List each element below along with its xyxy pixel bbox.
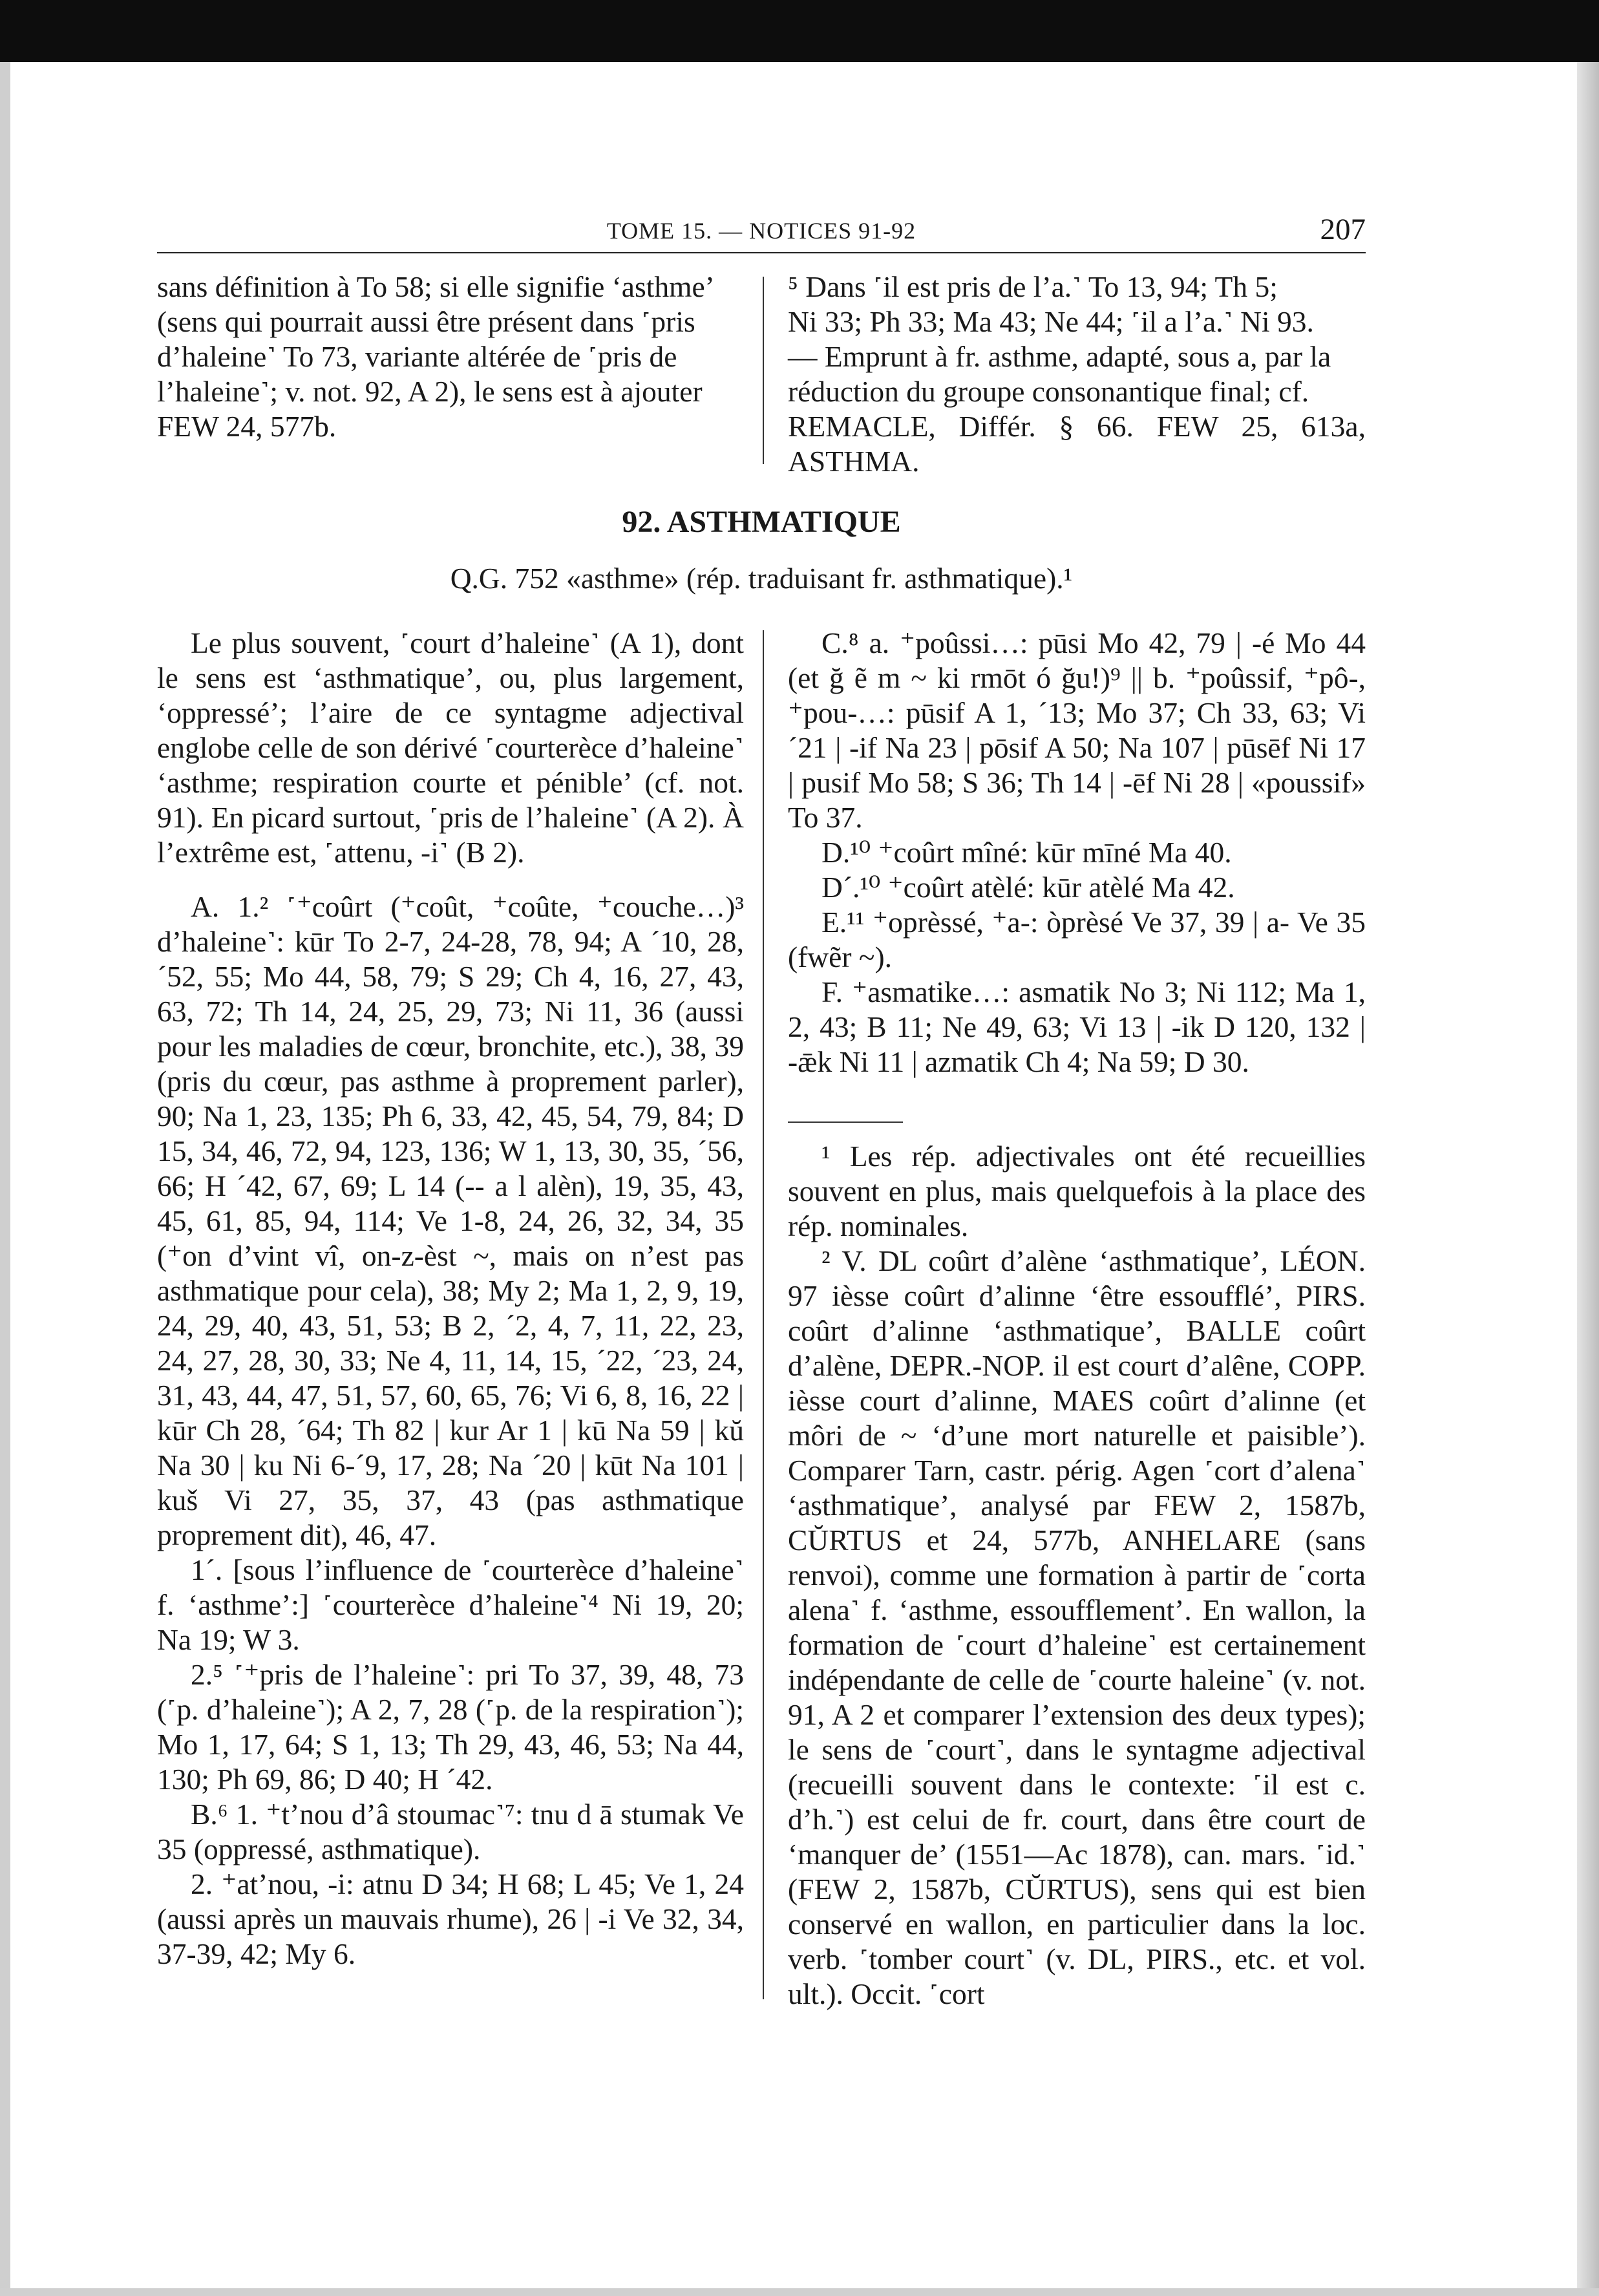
section-b2: 2. ⁺at’nou, -i: atnu D 34; H 68; L 45; Ve 1, 24 (aussi après un mauvais rhume), 26 | -i Ve 32, 34, 37-39, 42; My 6. bbox=[157, 1867, 744, 1970]
section-f: F. ⁺asmatike…: asmatik No 3; Ni 112; Ma 1, 2, 43; B 11; Ne 49, 63; Vi 13 | -ik D 120, 132 | -ǣk Ni 11 | azmatik Ch 4; Na 59; D 30. bbox=[788, 975, 1366, 1078]
right-column bbox=[788, 626, 1366, 1079]
scan-bottom-edge bbox=[0, 2288, 1599, 2296]
scan-left-edge bbox=[0, 62, 10, 2296]
text-line: sans définition à To 58; si elle signifie ‘asthme’ bbox=[157, 270, 715, 303]
article-title: 92. ASTHMATIQUE bbox=[622, 505, 901, 539]
section-d-prime: D´.¹⁰ ⁺coûrt atèlé: kūr atèlé Ma 42. bbox=[821, 871, 1235, 904]
section-c: C.⁸ a. ⁺poûssi…: pūsi Mo 42, 79 | -é Mo 44 (et ğ ẽ m ~ ki rmōt ó ğu!)⁹ || b. ⁺poûssif, ⁺pô-, ⁺pou-…: pūsif A 1, ´13; Mo 37; Ch 33, 63; Vi ´21 | -if Na 23 | pōsif A 50; Na 107 | pūsēf Ni 17 | pusif Mo 58; S 36; Th 14 | -ēf Ni 28 | «poussif» To 37. bbox=[788, 626, 1366, 834]
footnotes bbox=[788, 1139, 1366, 2012]
running-header bbox=[157, 212, 1366, 253]
questionnaire-line: Q.G. 752 «asthme» (rép. traduisant fr. asthmatique).¹ bbox=[450, 562, 1073, 595]
running-title: TOME 15. — NOTICES 91-92 bbox=[606, 218, 916, 244]
footnote-1: ¹ Les rép. adjectivales ont été recueillies souvent en plus, mais quelquefois à la place des rép. nominales. bbox=[788, 1140, 1366, 1242]
page-number: 207 bbox=[1320, 213, 1366, 246]
scan-right-edge bbox=[1577, 62, 1599, 2296]
top-left-continuation bbox=[157, 270, 744, 444]
top-right-footnote bbox=[788, 270, 1366, 479]
text-line: l’haleine˺; v. not. 92, A 2), le sens est à ajouter bbox=[157, 375, 703, 408]
text-line: (sens qui pourrait aussi être présent dans ˹pris bbox=[157, 305, 695, 338]
text-line: ⁵ Dans ˹il est pris de l’a.˺ To 13, 94; Th 5; bbox=[788, 270, 1278, 303]
footnote-separator bbox=[788, 1121, 903, 1123]
text-line: réduction du groupe consonantique final; cf. bbox=[788, 375, 1309, 408]
column-rule-main bbox=[763, 630, 764, 1999]
section-a2: 2.⁵ ˹⁺pris de l’haleine˺: pri To 37, 39, 48, 73 (˹p. d’haleine˺); A 2, 7, 28 (˹p. de la respiration˺); Mo 1, 17, 64; S 1, 13; Th 29, 43, 46, 53; Na 44, 130; Ph 69, 86; D 40; H ´42. bbox=[157, 1658, 744, 1796]
text-line: — Emprunt à fr. asthme, adapté, sous a, par la bbox=[788, 340, 1331, 373]
section-e: E.¹¹ ⁺oprèssé, ⁺a-: òprèsé Ve 37, 39 | a- Ve 35 (fwẽr ~). bbox=[788, 906, 1366, 973]
section-a1-prime: 1´. [sous l’influence de ˹courterèce d’haleine˺ f. ‘asthme’:] ˹courterèce d’haleine˺⁴ Ni 19, 20; Na 19; W 3. bbox=[157, 1553, 744, 1656]
section-d: D.¹⁰ ⁺coûrt mîné: kūr mīné Ma 40. bbox=[821, 836, 1232, 869]
left-column bbox=[157, 626, 744, 1972]
footnote-2: ² V. DL coûrt d’alène ‘asthmatique’, LÉON. 97 ièsse coûrt d’alinne ‘être essoufflé’, PIRS. coûrt d’alinne ‘asthmatique’, BALLE coûrt d’alène, DEPR.-NOP. il est court d’alêne, COPP. ièsse court d’alinne, MAES coûrt d’alinne (et môri de ~ ‘d’une mort naturelle et paisible’). Comparer Tarn, castr. périg. Agen ˹cort d’alena˺ ‘asthmatique’, analysé par FEW 2, 1587b, CŬRTUS et 24, 577b, ANHELARE (sans renvoi), comme une formation à partir de ˹corta alena˺ f. ‘asthme, essoufflement’. En wallon, la formation de ˹court d’haleine˺ est certainement indépendante de celle de ˹courte haleine˺ (v. not. 91, A 2 et comparer l’extension des deux types); le sens de ˹court˺, dans le syntagme adjectival (recueilli souvent dans le contexte: ˹il est c. d’h.˺) est celui de fr. court, dans être court de ‘manquer de’ (1551—Ac 1878), can. mars. ˹id.˺ (FEW 2, 1587b, CŬRTUS), sens qui est bien conservé en wallon, en particulier dans la loc. verb. ˹tomber court˺ (v. DL, PIRS., etc. et vol. ult.). Occit. ˹cort bbox=[788, 1244, 1366, 2010]
scan-top-border bbox=[0, 0, 1599, 62]
text-line: d’haleine˺ To 73, variante altérée de ˹pris de bbox=[157, 340, 677, 373]
section-a1: A. 1.² ˹⁺coûrt (⁺coût, ⁺coûte, ⁺couche…)³ d’haleine˺: kūr To 2-7, 24-28, 78, 94; A ´10, 28, ´52, 55; Mo 44, 58, 79; S 29; Ch 4, 16, 27, 43, 63, 72; Th 14, 24, 25, 29, 73; Ni 11, 36 (aussi pour les maladies de cœur, bronchite, etc.), 38, 39 (pris du cœur, pas asthme à proprement parler), 90; Na 1, 23, 135; Ph 6, 33, 42, 45, 54, 79, 84; D 15, 34, 46, 72, 94, 123, 136; W 1, 13, 30, 35, ´56, 66; H ´42, 67, 69; L 14 (-- a l alèn), 19, 35, 43, 45, 61, 85, 94, 114; Ve 1-8, 24, 26, 32, 34, 35 (⁺on d’vint vî, on-z-èst ~, mais on n’est pas asthmatique pour cela), 38; My 2; Ma 1, 2, 9, 19, 24, 29, 40, 43, 51, 53; B 2, ´2, 4, 7, 11, 22, 23, 24, 27, 28, 30, 33; Ne 4, 11, 14, 15, ´22, ´23, 24, 31, 43, 44, 47, 51, 57, 60, 65, 76; Vi 6, 8, 16, 22 | kūr Ch 28, ´64; Th 82 | kur Ar 1 | kū Na 59 | kŭ Na 30 | ku Ni 6-´9, 17, 28; Na ´20 | kūt Na 101 | kuš Vi 27, 35, 37, 43 (pas asthmatique proprement dit), 46, 47. bbox=[157, 890, 744, 1551]
section-b1: B.⁶ 1. ⁺t’nou d’â stoumac˺⁷: tnu d ā stumak Ve 35 (oppressé, asthmatique). bbox=[157, 1798, 744, 1865]
column-rule-top bbox=[763, 277, 764, 464]
text-line: FEW 24, 577b. bbox=[157, 410, 337, 443]
text-line: REMACLE, Différ. § 66. FEW 25, 613a, ASTHMA. bbox=[788, 410, 1366, 478]
text-line: Ni 33; Ph 33; Ma 43; Ne 44; ˹il a l’a.˺ Ni 93. bbox=[788, 305, 1314, 338]
intro-paragraph: Le plus souvent, ˹court d’haleine˺ (A 1), dont le sens est ‘asthmatique’, ou, plus largement, ‘oppressé’; l’aire de ce syntagme adjectival englobe celle de son dérivé ˹courterèce d’haleine˺ ‘asthme; respiration courte et pénible’ (cf. not. 91). En picard surtout, ˹pris de l’haleine˺ (A 2). À l’extrême est, ˹attenu, -i˺ (B 2). bbox=[157, 626, 744, 869]
